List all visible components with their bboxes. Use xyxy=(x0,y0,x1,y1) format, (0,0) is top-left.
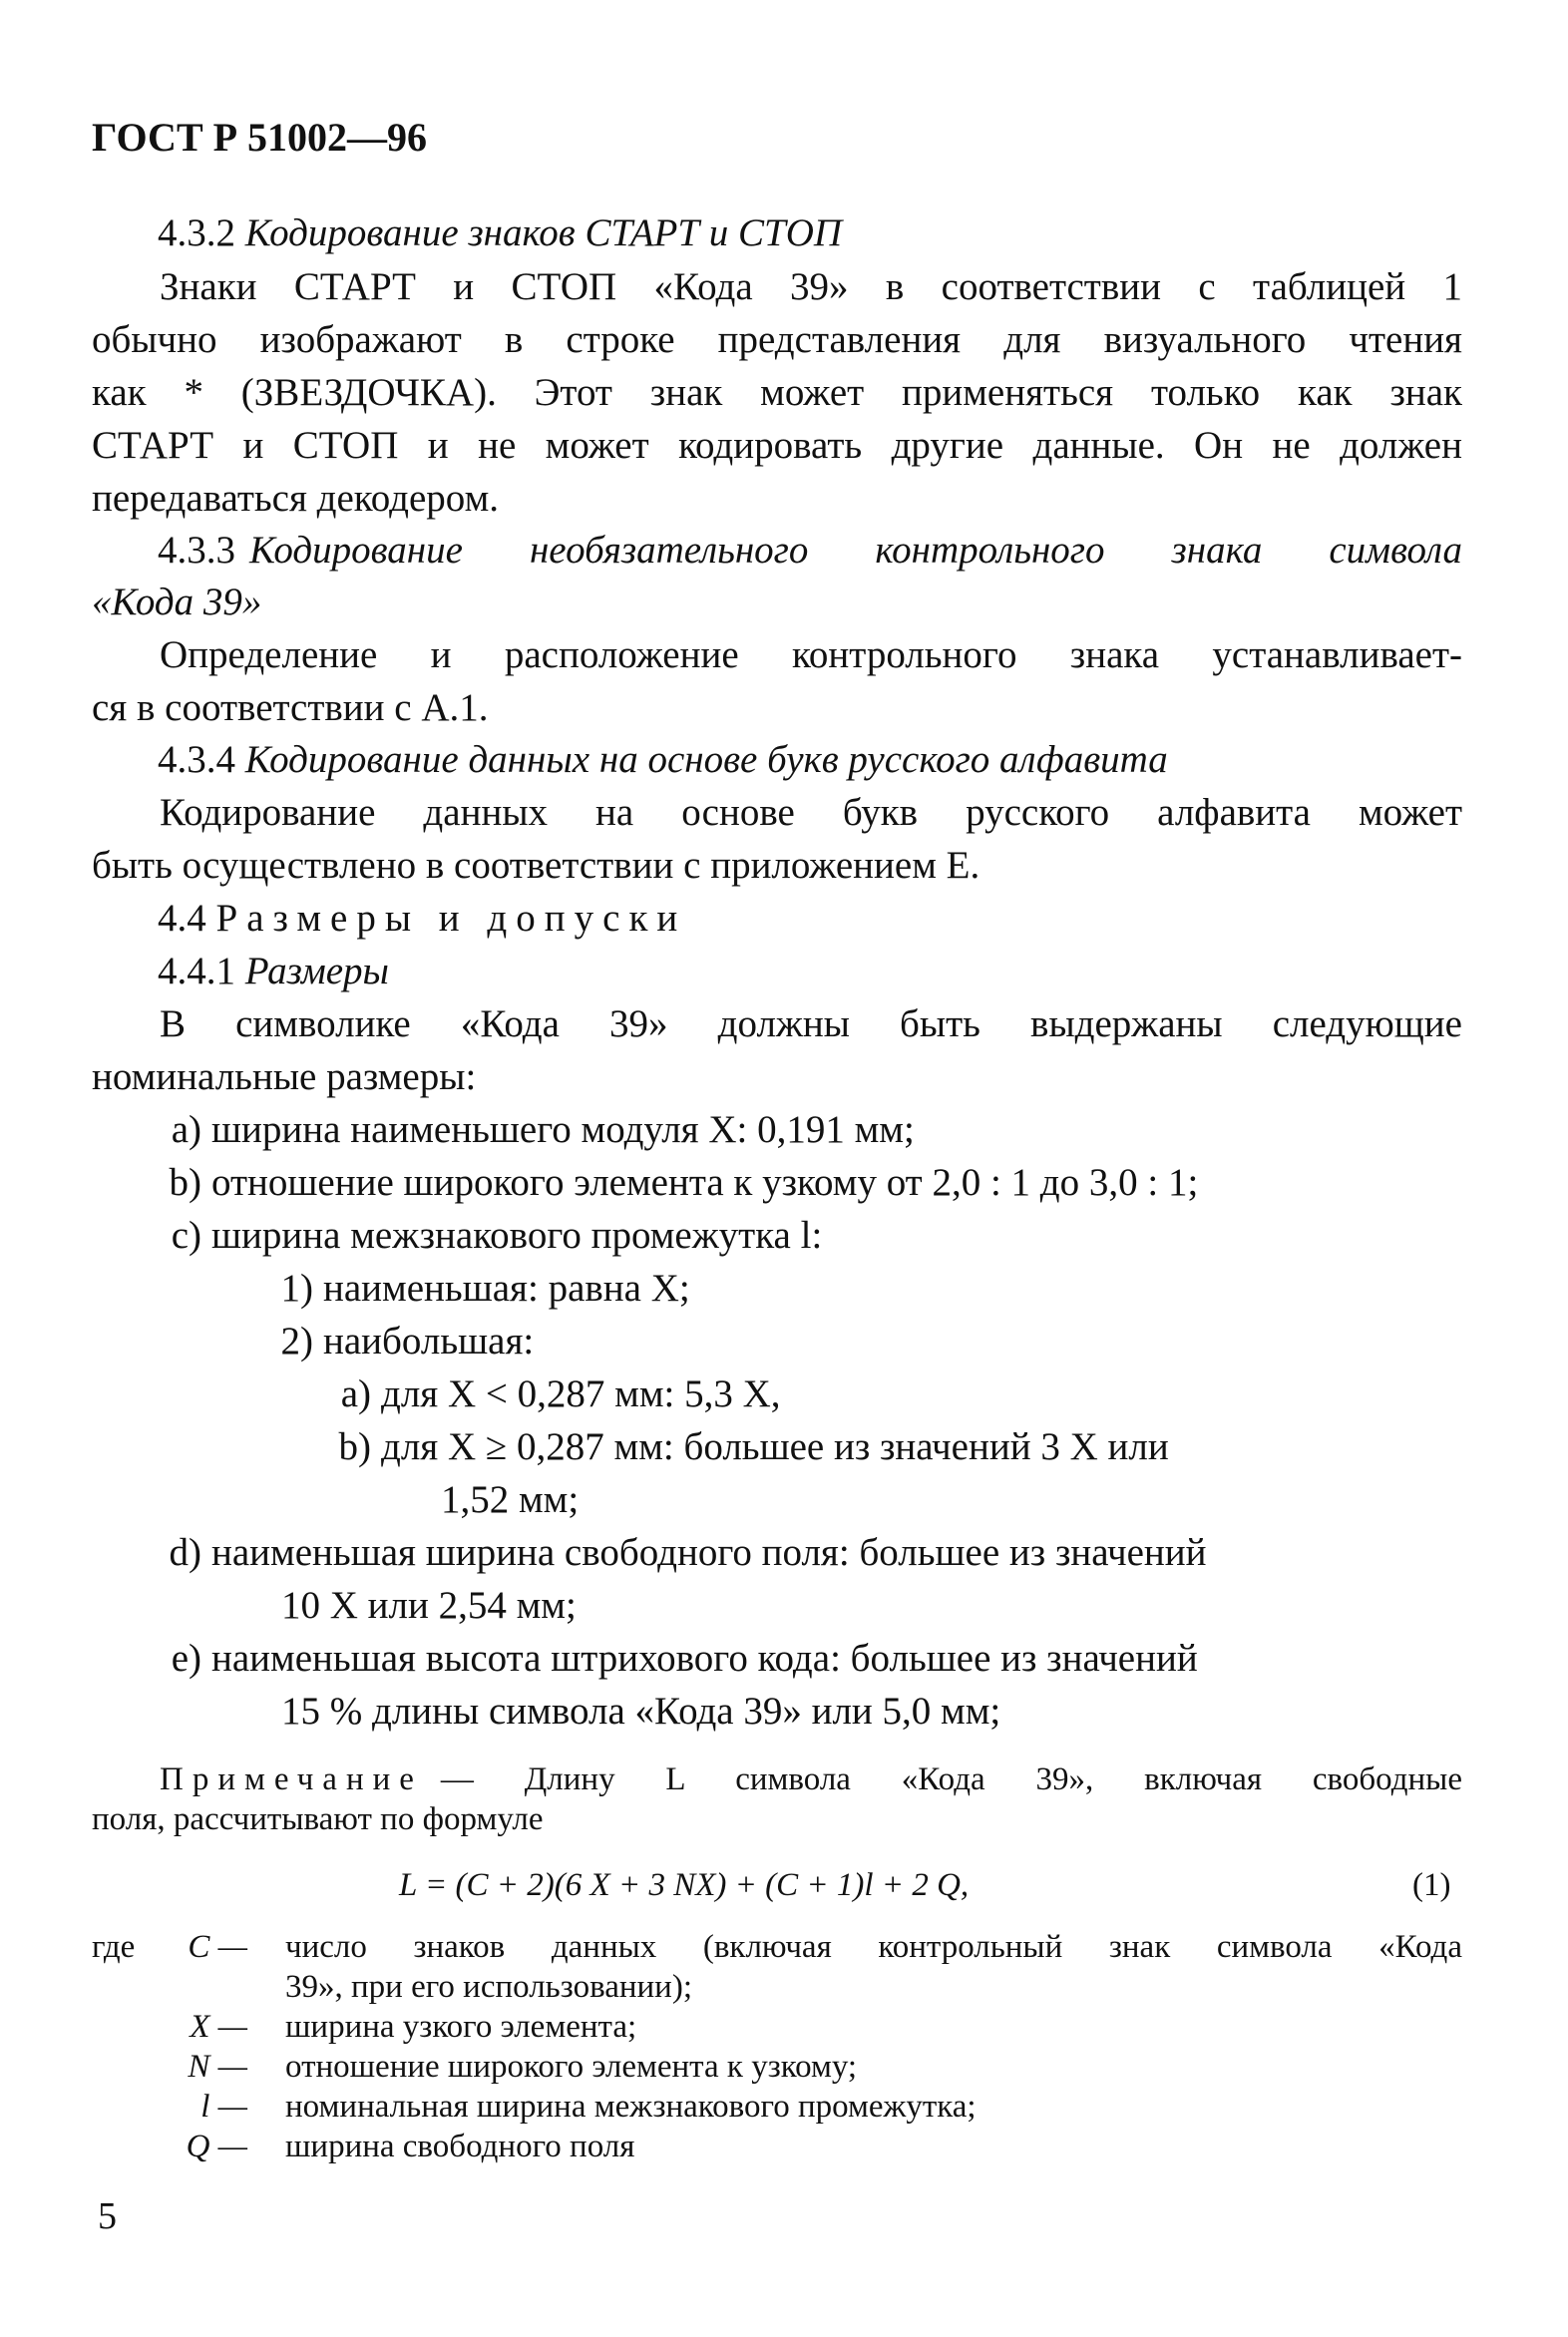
list-text: наименьшая ширина свободного поля: большее из значений xyxy=(211,1531,1207,1574)
paragraph-line: Знаки СТАРТ и СТОП «Кода 39» в соответствии с таблицей 1 xyxy=(160,265,1462,308)
paragraph-line: В символике «Кода 39» должны быть выдержаны следующие xyxy=(160,1002,1462,1045)
list-item xyxy=(150,1210,822,1262)
section-4-3-3-heading xyxy=(158,525,1462,577)
list-item xyxy=(261,1263,690,1315)
where-label: где xyxy=(92,1929,136,1965)
list-text: ширина межзнакового промежутка l: xyxy=(211,1214,823,1257)
paragraph-line: ся в соответствии с А.1. xyxy=(92,686,489,729)
list-marker: b) xyxy=(338,1425,371,1468)
section-4-4-1-heading xyxy=(158,946,389,997)
section-title: Кодирование знаков СТАРТ и СТОП xyxy=(244,211,843,254)
section-number: 4.3.2 xyxy=(158,211,235,254)
list-text: наименьшая: равна X; xyxy=(323,1267,690,1310)
list-item xyxy=(261,1316,534,1367)
document-header: ГОСТ Р 51002—96 xyxy=(92,115,428,160)
list-text: ширина наименьшего модуля X: 0,191 мм; xyxy=(211,1108,915,1151)
paragraph-line: быть осуществлено в соответствии с приложением Е. xyxy=(92,844,980,887)
section-number: 4.4 xyxy=(158,897,206,940)
section-title: Размеры и допуски xyxy=(215,897,687,940)
paragraph-line: номинальные размеры: xyxy=(92,1055,477,1098)
definition-symbol: Q — xyxy=(186,2129,247,2164)
list-marker: 1) xyxy=(280,1267,313,1310)
list-marker: е) xyxy=(171,1637,201,1680)
paragraph-line: как * (ЗВЕЗДОЧКА). Этот знак может применяться только как знак xyxy=(92,371,1462,414)
section-number: 4.3.3 xyxy=(158,529,235,572)
definition-symbol: l — xyxy=(200,2089,247,2125)
list-item xyxy=(150,1633,1198,1685)
definition-symbol: X — xyxy=(190,2009,247,2045)
definition-text-continued: 39», при его использовании); xyxy=(285,1969,693,2005)
list-text: наибольшая: xyxy=(323,1320,535,1363)
list-marker: d) xyxy=(169,1531,201,1574)
list-item-continued: 15 % длины символа «Кода 39» или 5,0 мм; xyxy=(281,1690,1001,1733)
list-marker: с) xyxy=(171,1214,201,1257)
note-label: Примечание xyxy=(160,1761,423,1797)
paragraph-line: СТАРТ и СТОП и не может кодировать другие данные. Он не должен xyxy=(92,424,1462,467)
definition-text: число знаков данных (включая контрольный знак символа «Кода xyxy=(285,1929,1462,1965)
section-title: Кодирование необязательного контрольного знака символа xyxy=(249,529,1462,572)
list-item xyxy=(319,1368,781,1420)
section-4-3-4-heading xyxy=(158,734,1168,786)
list-item-continued: 1,52 мм; xyxy=(441,1478,580,1521)
list-item-continued: 10 X или 2,54 мм; xyxy=(281,1584,577,1627)
formula: L = (C + 2)(6 X + 3 NX) + (C + 1)l + 2 Q, xyxy=(399,1867,970,1903)
list-item xyxy=(150,1157,1198,1209)
section-4-4-heading xyxy=(158,893,686,945)
paragraph-line: передаваться декодером. xyxy=(92,477,499,520)
section-title: Размеры xyxy=(244,950,389,992)
definition-text: ширина свободного поля xyxy=(285,2129,635,2164)
list-text: для X ≥ 0,287 мм: большее из значений 3 X или xyxy=(381,1425,1169,1468)
definition-symbol: C — xyxy=(188,1929,247,1965)
definition-text: отношение широкого элемента к узкому; xyxy=(285,2049,858,2085)
list-text: отношение широкого элемента к узкому от 2,0 : 1 до 3,0 : 1; xyxy=(211,1161,1199,1204)
paragraph-line: обычно изображают в строке представления для визуального чтения xyxy=(92,318,1462,361)
note-text: — Длину L символа «Кода 39», включая свободные xyxy=(440,1761,1462,1797)
list-text: наименьшая высота штрихового кода: большее из значений xyxy=(211,1637,1198,1680)
paragraph-line: Определение и расположение контрольного знака устанавливает- xyxy=(160,633,1462,676)
note-line xyxy=(160,1757,1462,1801)
section-title-continued: «Кода 39» xyxy=(92,581,262,623)
definition-symbol: N — xyxy=(188,2049,247,2085)
list-text: для X < 0,287 мм: 5,3 X, xyxy=(381,1372,781,1415)
list-marker: а) xyxy=(340,1372,371,1415)
list-item xyxy=(150,1104,915,1156)
paragraph-line: Кодирование данных на основе букв русского алфавита может xyxy=(160,791,1462,834)
definition-text: номинальная ширина межзнакового промежутка; xyxy=(285,2089,977,2125)
list-marker: а) xyxy=(171,1108,201,1151)
list-marker: b) xyxy=(169,1161,201,1204)
list-marker: 2) xyxy=(280,1320,313,1363)
section-number: 4.4.1 xyxy=(158,950,235,992)
note-line: поля, рассчитывают по формуле xyxy=(92,1801,544,1837)
section-number: 4.3.4 xyxy=(158,738,235,781)
section-title: Кодирование данных на основе букв русского алфавита xyxy=(244,738,1168,781)
list-item xyxy=(319,1421,1169,1473)
section-4-3-2-heading xyxy=(158,207,842,259)
list-item xyxy=(150,1527,1207,1579)
formula-number: (1) xyxy=(1412,1867,1451,1903)
definition-text: ширина узкого элемента; xyxy=(285,2009,637,2045)
page-number: 5 xyxy=(98,2195,117,2237)
